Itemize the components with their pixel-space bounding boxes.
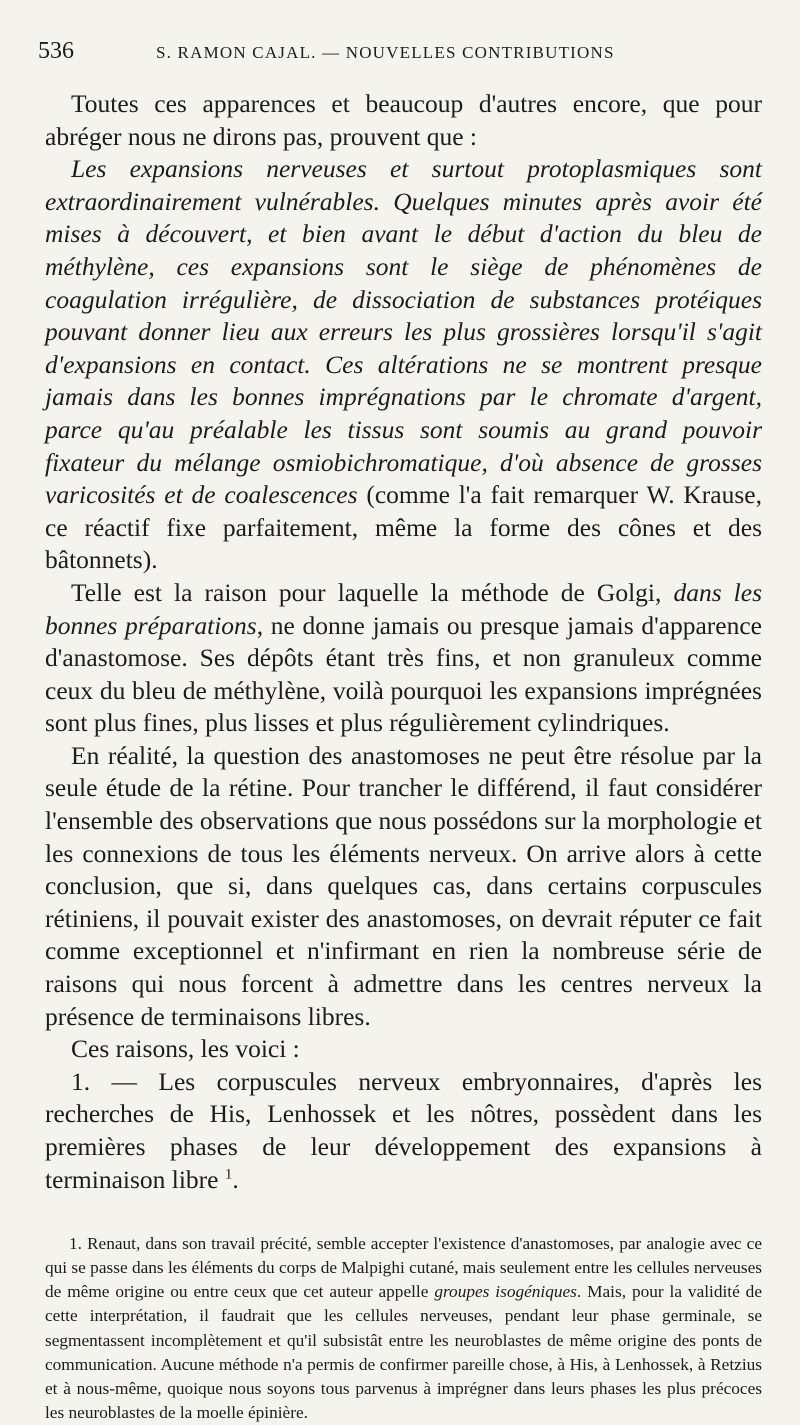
footnote-1-end: . Mais, pour la validité de cette interprétation, il faudrait que les cellules nerveuses, pendant leur phase germinale, se segmentassent incomplètement et qu'il subsistât entre les neuroblastes de même origine des ponts de communication. Aucune méthode n'a permis de confirmer pareille chose, à His, à Lenhossek, à Retzius et à nous-même, quoique nous soyons tous parvenus à imprégner dans leurs phases les plus précoces les neuroblastes de la moelle épinière. — [45, 1282, 762, 1422]
paragraph-6-text: 1. — Les corpuscules nerveux embryonnaires, d'après les recherches de His, Lenhossek et les nôtres, possèdent dans les premières phases de leur développement des expansions à terminaison libre — [45, 1066, 762, 1194]
footnotes — [45, 1232, 762, 1425]
page-number: 536 — [38, 38, 74, 64]
paragraph-3-italic: dans les bonnes préparations — [45, 577, 762, 640]
paragraph-2 — [45, 153, 762, 577]
main-text — [45, 88, 762, 1196]
paragraph-3 — [45, 577, 762, 740]
paragraph-6 — [45, 1066, 762, 1196]
paragraph-5: Ces raisons, les voici : — [71, 1034, 300, 1064]
footnote-1-start: 1. Renaut, dans son travail précité, semble accepter l'existence d'anastomoses, par analogie avec ce qui se passe dans les éléments du corps de Malpighi cutané, mais seulement entre les cellules nerveuses de même origine ou entre ceux que cet auteur appelle — [45, 1234, 762, 1302]
paragraph-1: Toutes ces apparences et beaucoup d'autres encore, que pour abréger nous ne dirons pas, prouvent que : — [45, 89, 762, 151]
paragraph-6-period: . — [232, 1164, 239, 1194]
paragraph-3-end: , ne donne jamais ou presque jamais d'apparence d'anastomose. Ses dépôts étant très fins, et non granuleux comme ceux du bleu de méthylène, voilà pourquoi les expansions imprégnées sont plus fines, plus lisses et plus régulièrement cylindriques. — [45, 610, 762, 738]
running-head — [38, 38, 762, 88]
running-title: S. RAMON CAJAL. — NOUVELLES CONTRIBUTIONS — [156, 43, 615, 62]
paragraph-3-start: Telle est la raison pour laquelle la méthode de Golgi, — [71, 577, 674, 607]
footnote-1-italic: groupes isogéniques — [434, 1282, 577, 1302]
footnote-1 — [45, 1232, 762, 1425]
paragraph-2-italic: Les expansions nerveuses et surtout protoplasmiques sont extraordinairement vulnérables. Quelques minutes après avoir été mises à découvert, et bien avant le début d'action du bleu de méthylène, ces expansions sont le siège de phénomènes de coagulation irrégulière, de dissociation de substances protéiques pouvant donner lieu aux erreurs les plus grossières lorsqu'il s'agit d'expansions en contact. Ces altérations ne se montrent presque jamais dans les bonnes imprégnations par le chromate d'argent, parce qu'au préalable les tissus sont soumis au grand pouvoir fixateur du mélange osmiobichromatique, d'où absence de grosses varicosités et de coalescences — [45, 154, 762, 510]
paragraph-2-roman: (comme l'a fait remarquer W. Krause, ce réactif fixe parfaitement, même la forme des cônes et des bâtonnets). — [45, 480, 762, 575]
paragraph-4: En réalité, la question des anastomoses ne peut être résolue par la seule étude de la rétine. Pour trancher le différend, il faut considérer l'ensemble des observations que nous possédons sur la morphologie et les connexions de tous les éléments nerveux. On arrive alors à cette conclusion, que si, dans quelques cas, dans certains corpuscules rétiniens, il pouvait exister des anastomoses, on devrait réputer ce fait comme exceptionnel et n'infirmant en rien la nombreuse série de raisons qui nous forcent à admettre dans les centres nerveux la présence de terminaisons libres. — [45, 740, 762, 1031]
footnote-reference: 1 — [224, 1166, 233, 1183]
